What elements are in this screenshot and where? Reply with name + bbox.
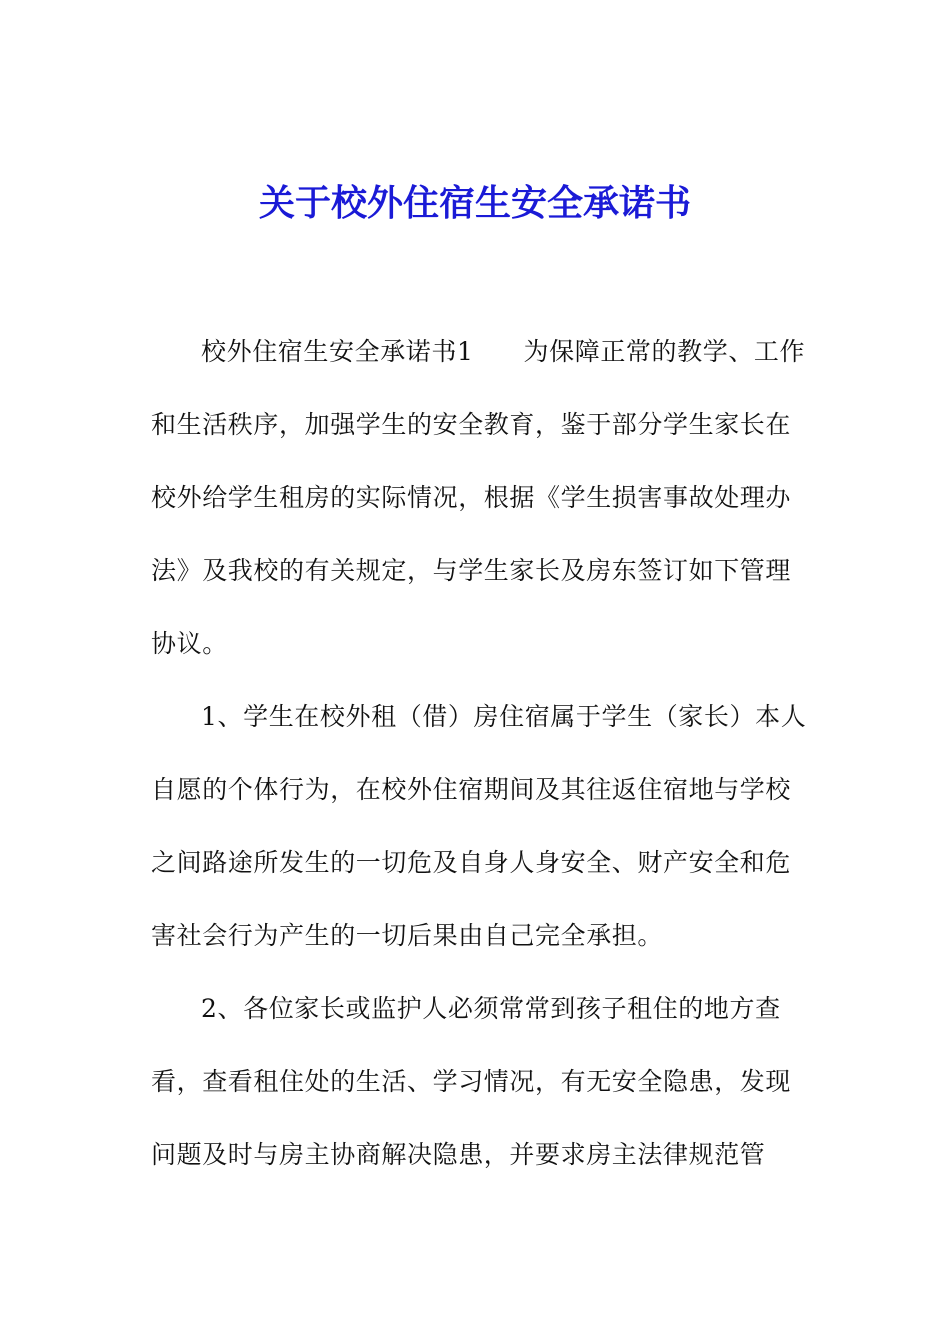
paragraph-line: 看，查看租住处的生活、学习情况，有无安全隐患，发现 xyxy=(151,1067,792,1096)
paragraph-line: 校外给学生租房的实际情况，根据《学生损害事故处理办 xyxy=(151,483,792,512)
paragraph-line: 之间路途所发生的一切危及自身人身安全、财产安全和危 xyxy=(151,848,792,877)
paragraph-line: 自愿的个体行为，在校外住宿期间及其往返住宿地与学校 xyxy=(151,775,792,804)
paragraph-line: 1、学生在校外租（借）房住宿属于学生（家长）本人 xyxy=(201,702,807,731)
paragraph-line: 害社会行为产生的一切后果由自己完全承担。 xyxy=(151,921,664,950)
paragraph-line xyxy=(151,329,811,402)
section-heading: 校外住宿生安全承诺书1 xyxy=(201,337,474,366)
paragraph-line: 2、各位家长或监护人必须常常到孩子租住的地方查 xyxy=(201,994,781,1023)
paragraph-line: 协议。 xyxy=(151,629,228,658)
paragraph-line: 问题及时与房主协商解决隐患，并要求房主法律规范管 xyxy=(151,1140,766,1169)
paragraph-text: 为保障正常的教学、工作 xyxy=(523,337,806,366)
paragraph-item-2 xyxy=(151,986,811,1205)
paragraph-item-1 xyxy=(151,694,811,986)
paragraph-intro xyxy=(151,329,811,694)
paragraph-line: 和生活秩序，加强学生的安全教育，鉴于部分学生家长在 xyxy=(151,410,792,439)
paragraph-line: 法》及我校的有关规定，与学生家长及房东签订如下管理 xyxy=(151,556,792,585)
document-body xyxy=(151,329,811,1205)
document-title: 关于校外住宿生安全承诺书 xyxy=(258,182,691,224)
